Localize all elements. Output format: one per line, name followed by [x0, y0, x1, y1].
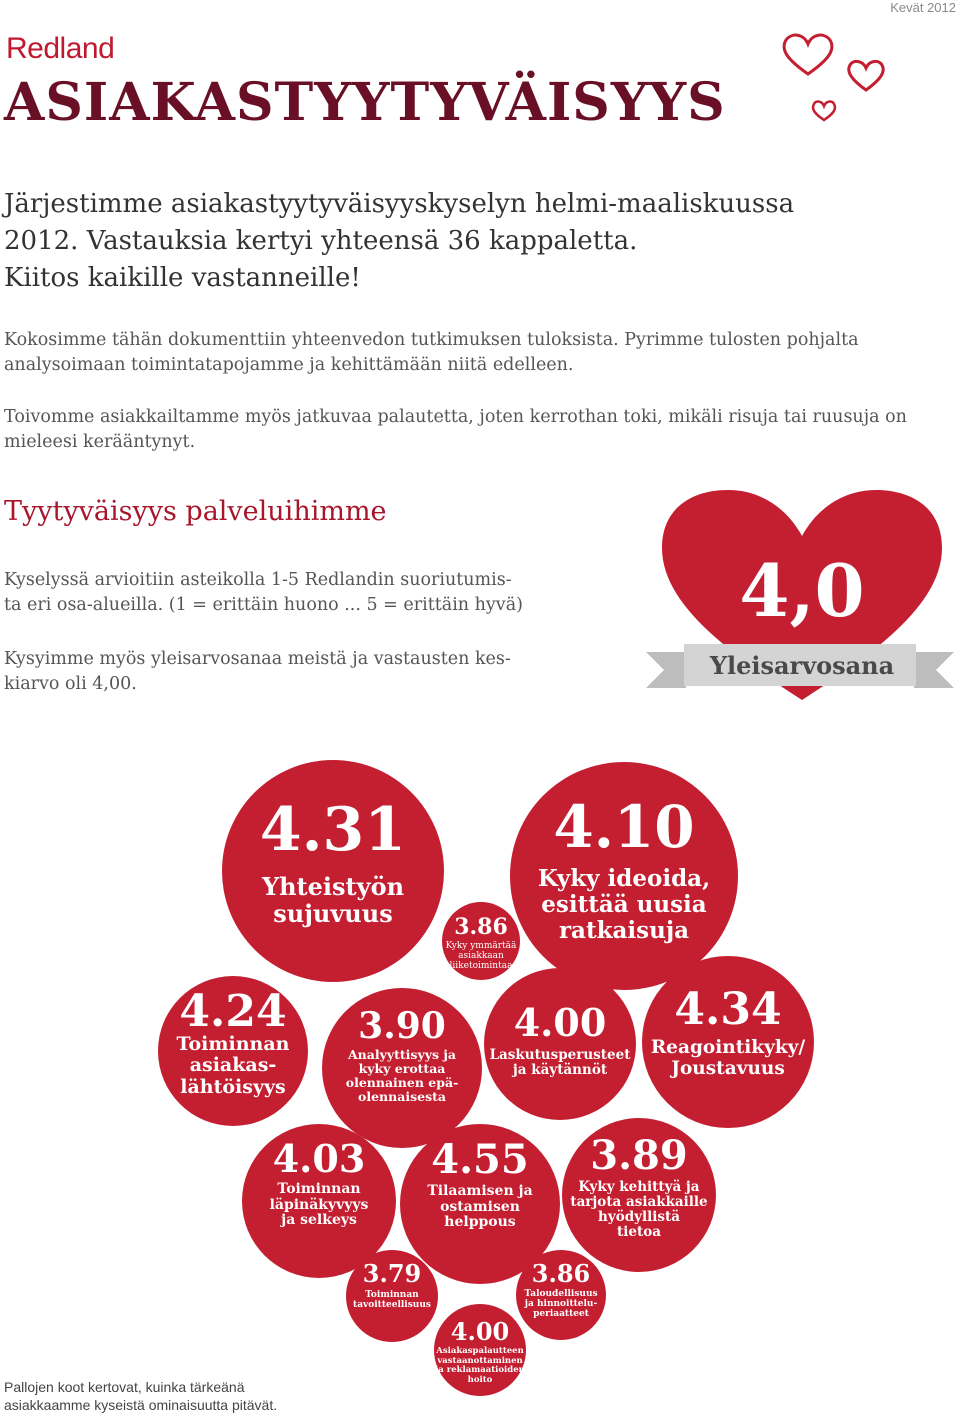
paragraph-line: Kokosimme tähän dokumenttiin yhteenvedon tutkimuksen tuloksista. Pyrimme tulosten pohjalta	[4, 330, 859, 350]
bubble-label: tarjota asiakkaille	[570, 1194, 708, 1211]
bubble-label: Kyky ymmärtää	[445, 941, 517, 951]
ribbon-right-tail	[914, 652, 954, 688]
bubble-label: asiakkaan	[458, 951, 504, 962]
bubble-ideointikyky	[510, 762, 738, 990]
bubble-label: asiakas-	[189, 1054, 277, 1077]
bubble-label: Laskutusperusteet	[489, 1047, 631, 1063]
bubble-label: Analyyttisyys ja	[347, 1047, 457, 1062]
bubble-value: 4.34	[674, 984, 782, 1035]
bubble-asiakaslahtoisyys	[158, 976, 308, 1126]
bubble-label: hoito	[467, 1374, 493, 1385]
bubble-label: Toiminnan	[277, 1181, 361, 1197]
paragraph-line: Kyselyssä arvioitiin asteikolla 1-5 Redlandin suoriutumis-	[4, 570, 512, 590]
bubble-value: 3.90	[358, 1005, 446, 1047]
bubble-label: Taloudellisuus	[524, 1289, 598, 1299]
bubble-label: olennainen epä-	[345, 1075, 459, 1090]
bubble-asiakaspalaute	[434, 1304, 526, 1396]
hearts-decoration-icon	[778, 30, 888, 130]
bubble-label: Kyky ideoida,	[537, 865, 711, 892]
section-title: Tyytyväisyys palveluihimme	[4, 496, 387, 527]
bubble-label: Reagointikyky/	[650, 1037, 806, 1058]
bubble-label: Kyky kehittyä ja	[578, 1179, 700, 1195]
bubble-tavoitteellisuus	[346, 1250, 438, 1342]
bubble-label: Toiminnan	[176, 1033, 290, 1055]
bubble-value: 3.86	[454, 914, 508, 940]
paragraph-line: Toivomme asiakkailtamme myös jatkuvaa palautetta, joten kerrothan toki, mikäli risuja tai ruusuja on	[4, 407, 907, 427]
bubble-label: Joustavuus	[671, 1057, 785, 1079]
bubble-value: 4.24	[179, 986, 287, 1037]
intro-paragraph-2	[4, 405, 954, 455]
bubble-laskutusperusteet	[484, 968, 636, 1120]
bubble-label: ja käytännöt	[512, 1062, 608, 1079]
intro-lead-line: 2012. Vastauksia kertyi yhteensä 36 kappaletta.	[4, 226, 638, 256]
overall-description	[4, 647, 544, 697]
bubble-label: läpinäkyvyys	[269, 1196, 369, 1213]
bubble-reagointikyky	[642, 956, 814, 1128]
bubble-label: ja reklamaatioiden	[435, 1365, 525, 1376]
bubble-label: sujuvuus	[273, 898, 393, 928]
season-label: Kevät 2012	[890, 0, 956, 15]
bubble-value: 4.31	[259, 795, 407, 865]
overall-score-label: Yleisarvosana	[709, 651, 895, 680]
footnote-line: Pallojen koot kertovat, kuinka tärkeänä	[4, 1379, 245, 1395]
intro-lead-line: Järjestimme asiakastyytyväisyyskyselyn helmi-maaliskuussa	[4, 189, 795, 219]
bubble-label: esittää uusia	[541, 890, 707, 918]
bubble-label: tietoa	[617, 1224, 661, 1241]
bubble-asiakkaan-liiketoiminta	[442, 902, 520, 980]
footnote-line: asiakkaamme kyseistä ominaisuutta pitävät.	[4, 1397, 278, 1413]
bubble-analyyttisyys	[322, 988, 482, 1148]
bubble-label: ja hinnoittelu-	[524, 1299, 598, 1310]
scale-description	[4, 568, 544, 618]
bubble-label: Tilaamisen ja	[427, 1183, 533, 1199]
overall-score-heart	[644, 486, 956, 708]
bubble-taloudellisuus	[516, 1250, 606, 1340]
bubble-value: 4.00	[450, 1317, 510, 1346]
bubble-kyky-kehittya	[562, 1118, 716, 1272]
brand-logo: Redland	[6, 32, 115, 65]
bubble-value: 4.55	[431, 1136, 529, 1183]
bubble-size-footnote	[4, 1378, 324, 1414]
intro-lead	[4, 186, 924, 297]
bubble-value: 4.03	[272, 1136, 366, 1181]
paragraph-line: analysoimaan toimintatapojamme ja kehittämään niitä edelleen.	[4, 355, 574, 375]
intro-paragraph-1	[4, 328, 954, 378]
bubble-label: Toiminnan	[365, 1290, 419, 1300]
bubble-value: 4.00	[513, 1000, 607, 1045]
bubble-label: hyödyllistä	[598, 1209, 680, 1226]
bubble-label: kyky erottaa	[358, 1061, 446, 1076]
paragraph-line: kiarvo oli 4,00.	[4, 674, 137, 694]
bubble-value: 3.86	[531, 1259, 591, 1288]
paragraph-line: ta eri osa-alueilla. (1 = erittäin huono ... 5 = erittäin hyvä)	[4, 595, 523, 615]
bubble-label: helppous	[444, 1214, 516, 1231]
bubble-label: ostamisen	[440, 1198, 520, 1215]
bubble-yhteistyon-sujuvuus	[222, 760, 444, 982]
overall-score: 4,0	[739, 548, 865, 633]
bubble-label: ratkaisuja	[558, 916, 690, 944]
bubble-label: Asiakaspalautteen	[436, 1346, 524, 1356]
bubble-label: lähtöisyys	[180, 1075, 286, 1098]
bubble-value: 3.89	[590, 1132, 688, 1179]
bubble-label: Yhteistyön	[261, 872, 405, 901]
bubble-label: tavoitteellisuus	[353, 1300, 431, 1311]
ribbon-left-tail	[646, 652, 686, 688]
bubble-label: vastaanottaminen	[437, 1355, 523, 1366]
page-title: ASIAKASTYYTYVÄISYYS	[4, 72, 726, 133]
bubble-value: 4.10	[553, 793, 695, 861]
bubble-label: olennaisesta	[358, 1089, 446, 1104]
bubble-label: liiketoimintaa	[449, 961, 513, 972]
paragraph-line: Kysyimme myös yleisarvosanaa meistä ja vastausten kes-	[4, 649, 511, 669]
bubble-label: ja selkeys	[281, 1212, 357, 1229]
bubble-label: periaatteet	[533, 1309, 589, 1320]
paragraph-line: mieleesi kerääntynyt.	[4, 432, 196, 452]
intro-lead-line: Kiitos kaikille vastanneille!	[4, 263, 361, 293]
bubble-value: 3.79	[362, 1259, 422, 1288]
